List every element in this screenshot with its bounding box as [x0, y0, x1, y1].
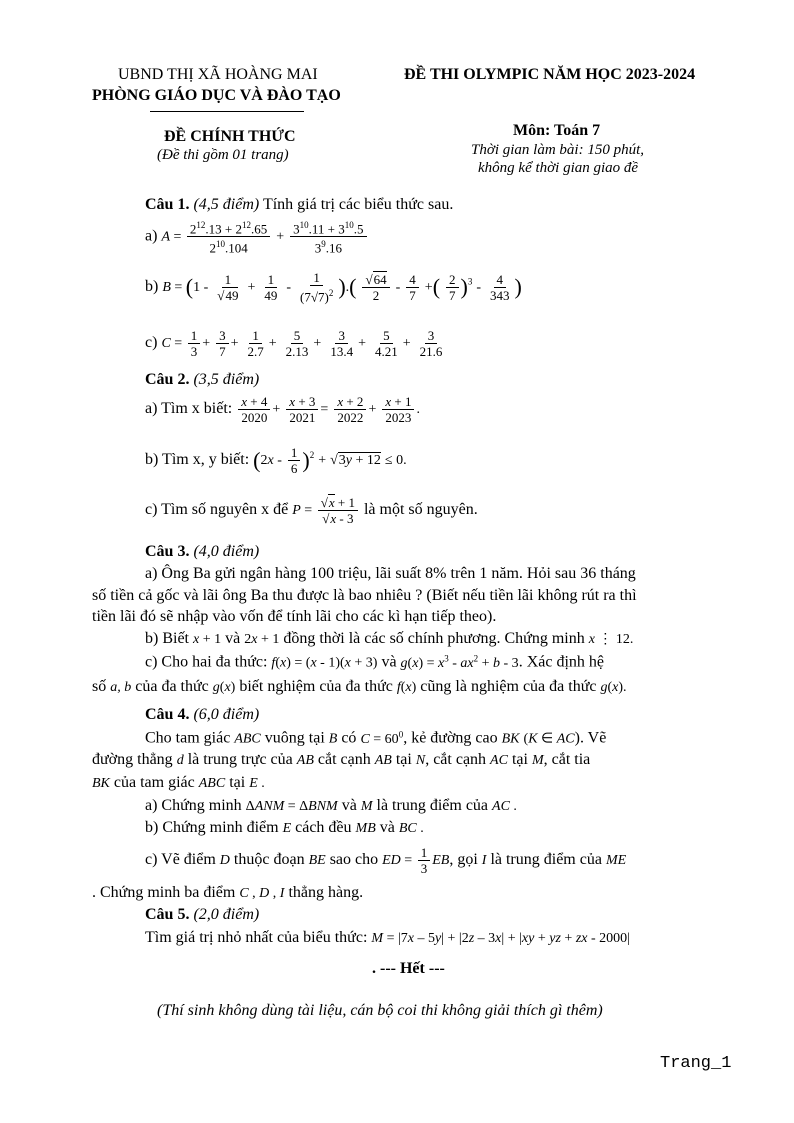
q4b-line: b) Chứng minh điểm E cách đều MB và BC .	[145, 819, 424, 836]
org-line2: PHÒNG GIÁO DỤC VÀ ĐÀO TẠO	[92, 87, 341, 104]
q1b-expression: b) B = (1 - $\frac{1}{√49}$ + $\frac{1}{49}$ - $\frac{1}{(7√7)^2}$ ).( $\frac{√64}{2}$ - $\frac{4}{7}$ +( $\frac{2}{7}$ )$^3$ - $\frac{4}{343}$ )	[145, 270, 522, 305]
q5-expression: Tìm giá trị nhỏ nhất của biểu thức: M = |7x – 5y| + |2z – 3x| + |xy + yz + zx - 2000|	[145, 929, 630, 946]
q4a-line: a) Chứng minh ΔANM = ΔBNM và M là trung điểm của AC .	[145, 797, 517, 814]
q4-heading: Câu 4. (6,0 điểm)	[145, 706, 260, 723]
q4-line3: BK của tam giác ABC tại E .	[92, 774, 265, 791]
end-mark: . --- Hết ---	[372, 960, 445, 977]
q2c-problem: c) Tìm số nguyên x để P = $\frac{√x + 1}{√x - 3}$ là một số nguyên.	[145, 495, 478, 526]
q1c-expression: c) C = $\frac{1}{3}$ + $\frac{3}{7}$ + $\frac{1}{2.7}$ + $\frac{5}{2.13}$ + $\frac{3}{13.4}$ + $\frac{5}{4.21}$ + $\frac{3}{21.6}$	[145, 328, 443, 359]
subject: Môn: Toán 7	[513, 122, 601, 139]
page-number: Trang_1	[660, 1054, 732, 1073]
q1-heading: Câu 1. (4,5 điểm) Tính giá trị các biểu thức sau.	[145, 196, 454, 213]
q3c-line1: c) Cho hai đa thức: f(x) = (x - 1)(x + 3) và $g(x) = x^3 - ax^2 + b - 3$. Xác định hệ	[145, 653, 604, 671]
q3a-line3: tiền lãi đó sẽ nhập vào vốn để tính lãi cho các kì hạn tiếp theo).	[92, 608, 497, 625]
q4c-line1: c) Vẽ điểm D thuộc đoạn BE sao cho ED = $\frac{1}{3}$ EB, gọi I là trung điểm của ME	[145, 845, 627, 876]
q4-line1: Cho tam giác ABC vuông tại B có $C = 60^0$, kẻ đường cao BK (K ∈ AC). Vẽ	[145, 729, 607, 747]
q3-heading: Câu 3. (4,0 điểm)	[145, 543, 260, 560]
q3b-line: b) Biết x + 1 và 2x + 1 đồng thời là các số chính phương. Chứng minh x ⋮ 12.	[145, 630, 634, 647]
q3c-line2: số a, b của đa thức g(x) biết nghiệm của đa thức f(x) cũng là nghiệm của đa thức g(x).	[92, 678, 627, 695]
q1a-expression: a) A = $\frac{2^{12}.13 + 2^{12}.65}{2^{10}.104}$ + $\frac{3^{10}.11 + 3^{10}.5}{3^9.16}$	[145, 218, 369, 256]
q3a-line1: a) Ông Ba gửi ngân hàng 100 triệu, lãi suất 8% trên 1 năm. Hỏi sau 36 tháng	[145, 565, 636, 582]
exam-title: ĐỀ THI OLYMPIC NĂM HỌC 2023-2024	[404, 66, 696, 83]
org-line1: UBND THỊ XÃ HOÀNG MAI	[118, 66, 318, 83]
time-line1: Thời gian làm bài: 150 phút,	[471, 142, 645, 158]
q3a-line2: số tiền cả gốc và lãi ông Ba thu được là bao nhiêu ? (Biết nếu tiền lãi không rút ra thì	[92, 587, 637, 604]
official-label: ĐỀ CHÍNH THỨC	[164, 128, 296, 145]
q5-heading: Câu 5. (2,0 điểm)	[145, 906, 260, 923]
q2a-equation: a) Tìm x biết: $\frac{x + 4}{2020}$ + $\frac{x + 3}{2021}$ = $\frac{x + 2}{2022}$ + $\frac{x + 1}{2023}$ .	[145, 394, 420, 425]
q2-heading: Câu 2. (3,5 điểm)	[145, 371, 260, 388]
q4c-line2: . Chứng minh ba điểm C , D , I thẳng hàng.	[92, 884, 364, 901]
time-line2: không kể thời gian giao đề	[478, 160, 639, 176]
official-note: (Đề thi gồm 01 trang)	[157, 147, 289, 163]
q2b-inequality: b) Tìm x, y biết: (2x - $\frac{1}{6}$ )$^2$ + √3y + 12 ≤ 0.	[145, 445, 407, 476]
header-underline	[150, 111, 304, 112]
q4-line2: đường thẳng d là trung trực của AB cắt cạnh AB tại N, cắt cạnh AC tại M, cắt tia	[92, 751, 591, 768]
footer-note: (Thí sinh không dùng tài liệu, cán bộ coi thi không giải thích gì thêm)	[157, 1002, 603, 1019]
